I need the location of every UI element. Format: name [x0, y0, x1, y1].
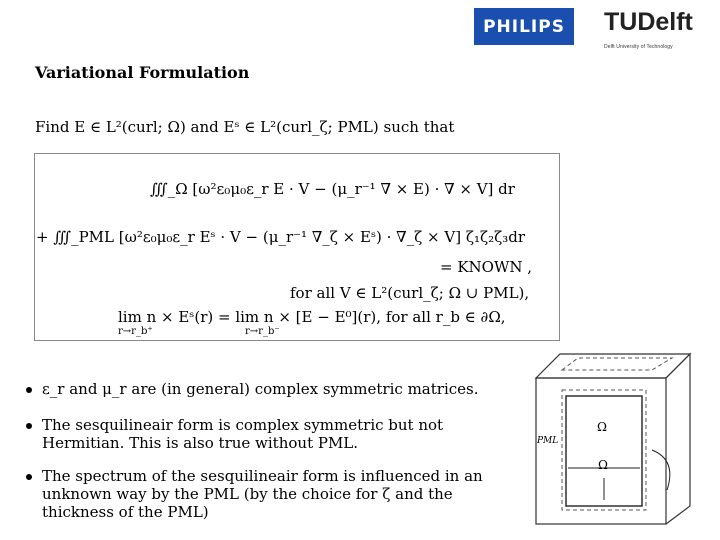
equation-line-3: = KNOWN ,	[440, 258, 533, 276]
philips-logo: PHILIPS	[474, 8, 574, 45]
bullet-marker-3	[26, 474, 32, 480]
tudelft-logo-text: TUDelft	[604, 8, 693, 36]
bullet-3: The spectrum of the sesquilineair form is influenced in an unknown way by the PML (by the choice for ζ and the thickness of the PML)	[42, 467, 483, 521]
pml-domain-diagram	[532, 330, 712, 530]
omega-label-mid: Ω	[598, 458, 608, 472]
limit-subscript-2: r→r_b⁻	[245, 326, 280, 337]
slide-title: Variational Formulation	[35, 63, 250, 82]
limit-subscript-1: r→r_b⁺	[118, 326, 153, 337]
equation-line-5: lim n × Eˢ(r) = lim n × [E − E⁰](r), for all r_b ∈ ∂Ω,	[118, 308, 506, 326]
bullet-marker-1	[26, 387, 32, 393]
bullet-1: ε_r and μ_r are (in general) complex symmetric matrices.	[42, 380, 479, 398]
equation-line-1: ∭_Ω [ω²ε₀μ₀ε_r E · V − (μ_r⁻¹ ∇ × E) · ∇ × V] dr	[150, 180, 515, 198]
equation-line-4: for all V ∈ L²(curl_ζ; Ω ∪ PML),	[290, 284, 530, 302]
equation-line-2: + ∭_PML [ω²ε₀μ₀ε_r Eˢ · V − (μ_r⁻¹ ∇_ζ × Eˢ) · ∇_ζ × V] ζ₁ζ₂ζ₃dr	[36, 228, 526, 246]
omega-label-top: Ω	[597, 420, 607, 434]
tudelft-logo-subtitle: Delft University of Technology	[604, 44, 673, 50]
bullet-2: The sesquilineair form is complex symmetric but not Hermitian. This is also true without PML.	[42, 416, 444, 452]
pml-label: PML	[537, 436, 559, 446]
bullet-marker-2	[26, 423, 32, 429]
tudelft-logo	[604, 8, 714, 52]
problem-statement: Find E ∈ L²(curl; Ω) and Eˢ ∈ L²(curl_ζ; PML) such that	[35, 118, 455, 136]
